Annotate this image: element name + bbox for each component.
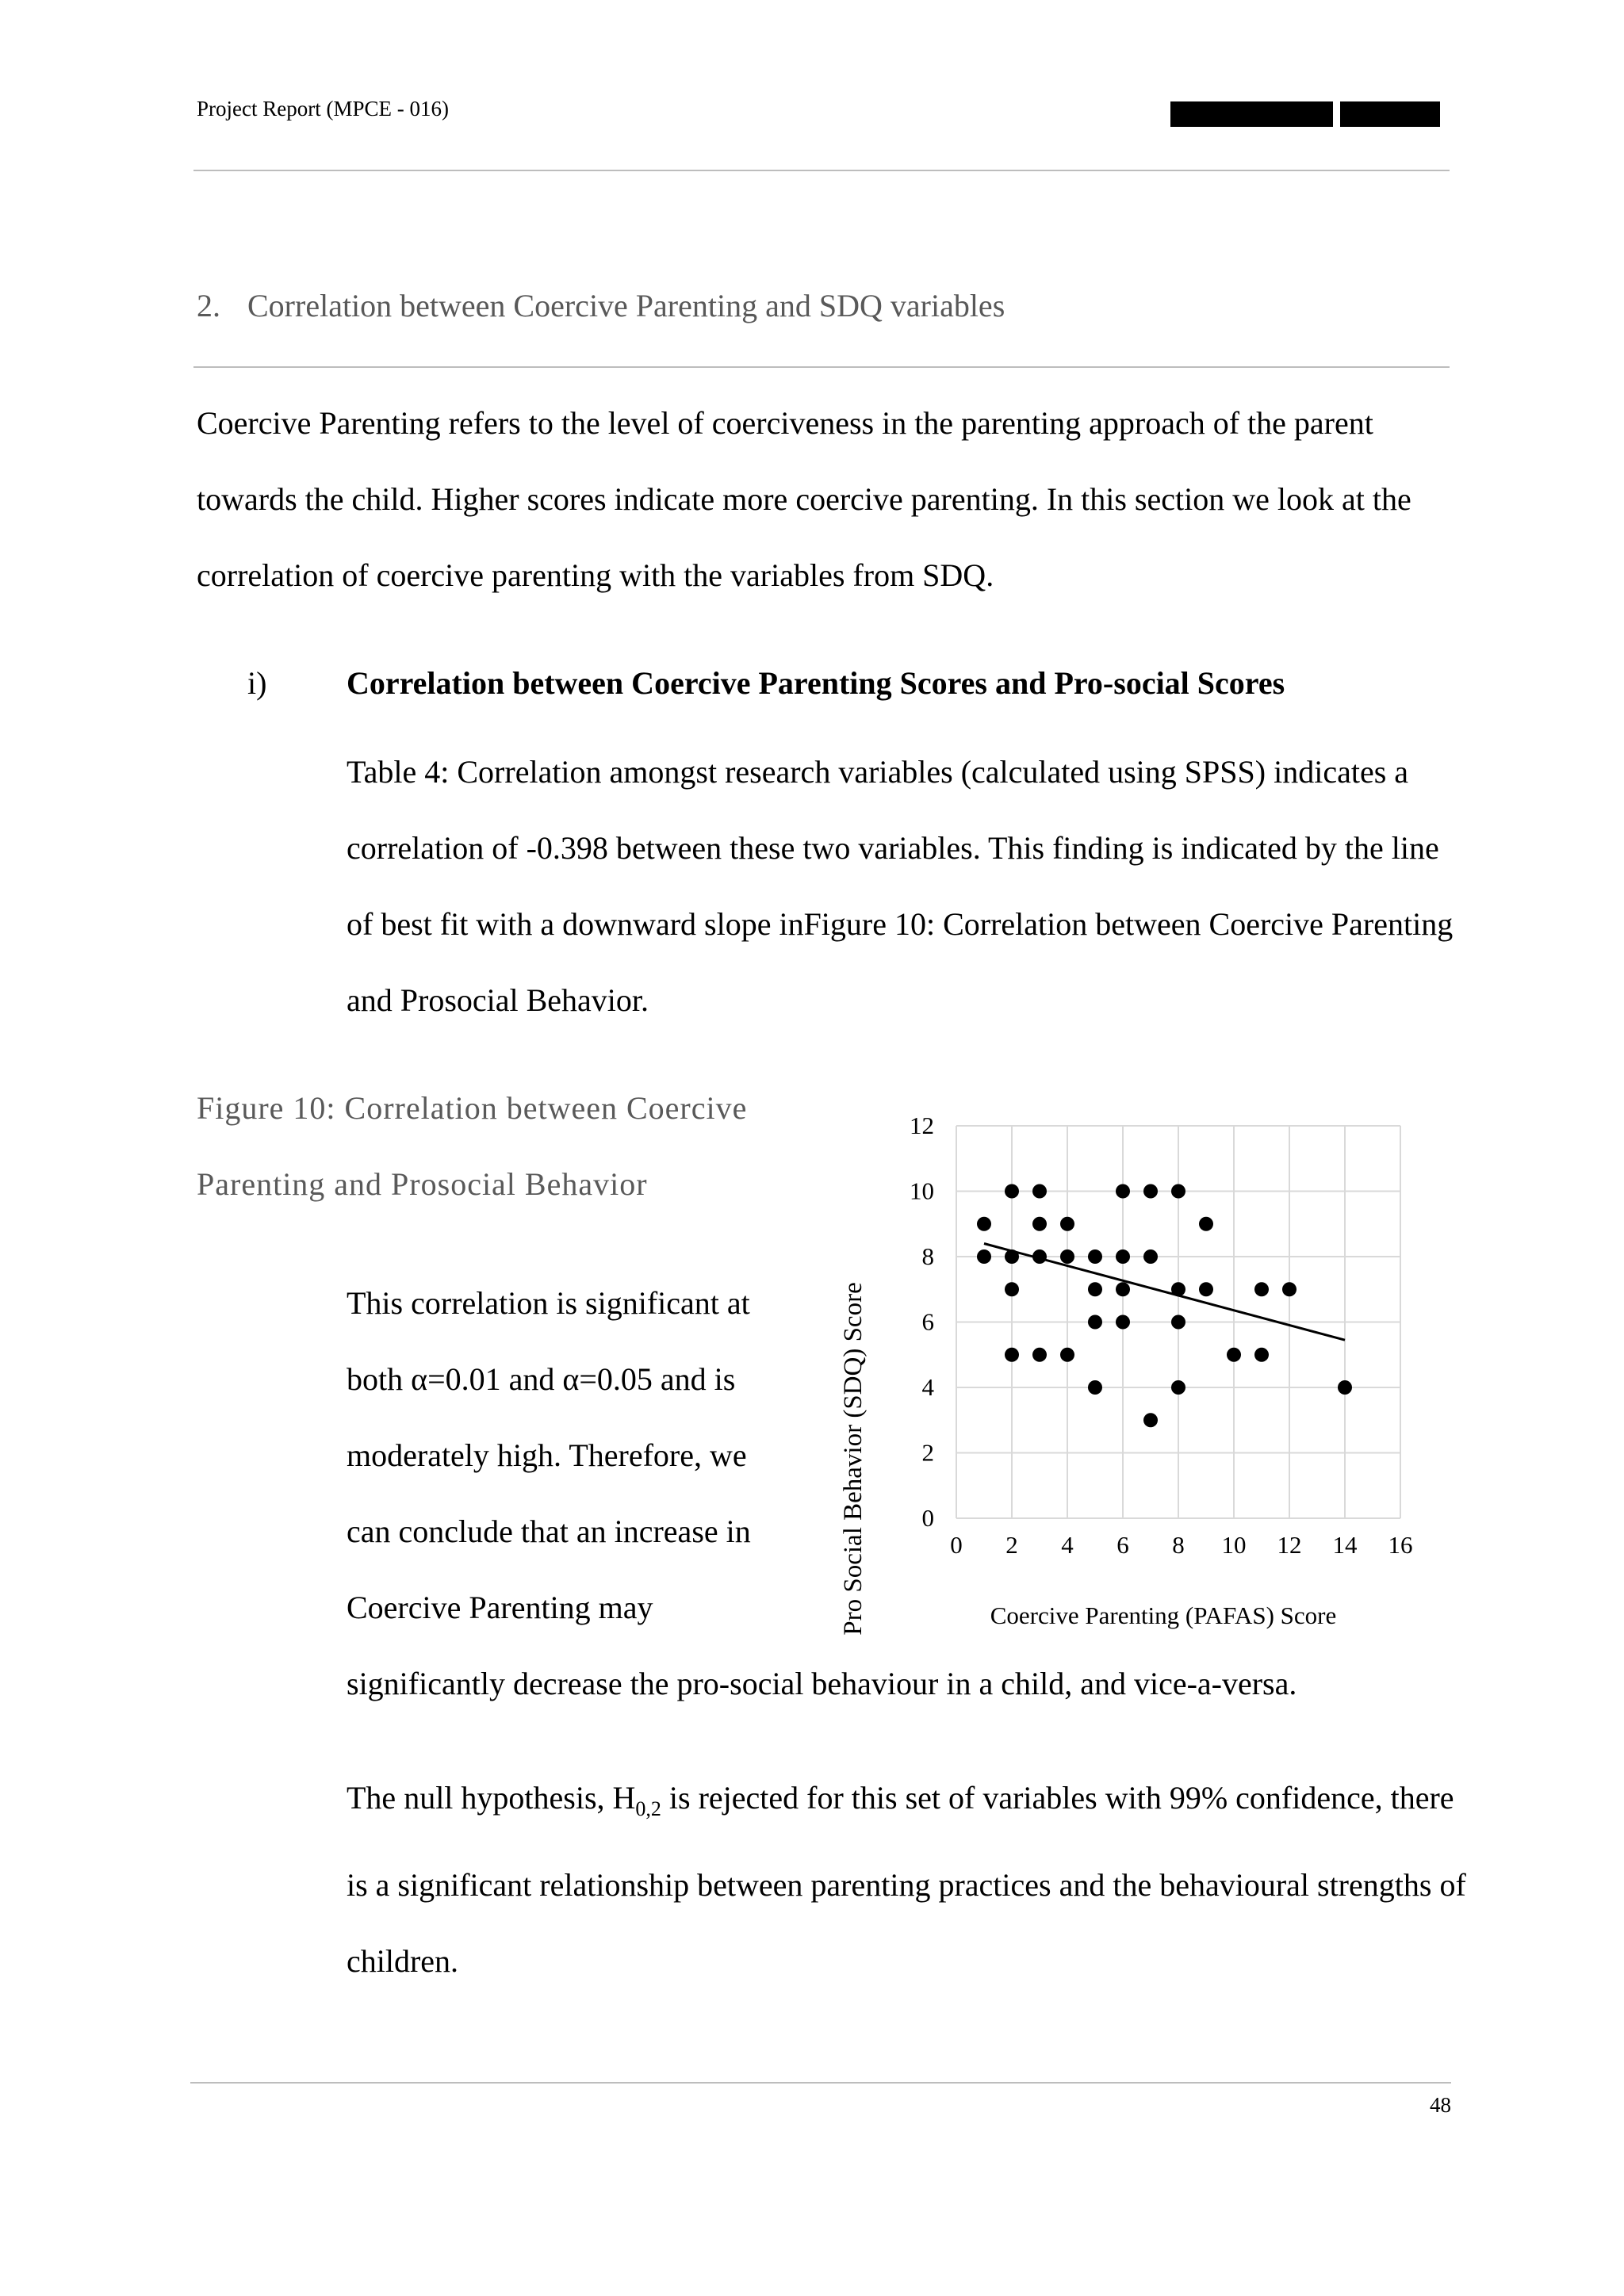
x-tick-label: 2 [1005,1531,1018,1559]
data-point [1227,1348,1241,1362]
header-divider [193,170,1450,171]
y-tick-label: 8 [921,1242,934,1270]
data-point [1088,1282,1102,1296]
data-point [1005,1184,1019,1199]
data-point [977,1217,991,1231]
data-point [977,1249,991,1264]
x-tick-label: 16 [1388,1531,1413,1559]
data-point [1060,1249,1074,1264]
data-point [1005,1282,1019,1296]
footer-divider [190,2082,1451,2084]
page-number: 48 [1430,2093,1451,2117]
section-number: 2. [197,288,220,323]
redacted-block [1170,101,1333,127]
figure-caption: Figure 10: Correlation between Coercive Parenting and Prosocial Behavior [197,1090,748,1202]
data-point [1254,1282,1269,1296]
x-axis-label: Coercive Parenting (PAFAS) Score [990,1601,1337,1629]
conclusion-text-start: The null hypothesis, H [347,1780,636,1816]
data-point [1199,1282,1213,1296]
conclusion-paragraph [347,1760,1473,1999]
x-tick-label: 8 [1172,1531,1185,1559]
wrap-paragraph: This correlation is significant at both α=0.01 and α=0.05 and is moderately high. Therefore, we can conclude that an increase in Coercive Parenting may [347,1285,751,1625]
x-tick-label: 0 [950,1531,963,1559]
data-point [1060,1348,1074,1362]
section-divider [193,366,1450,368]
data-point [1032,1217,1047,1231]
subsection-numeral: i) [247,665,267,701]
data-point [1116,1315,1130,1330]
data-point [1088,1380,1102,1395]
data-point [1199,1217,1213,1231]
scatter-chart [817,1094,1435,1649]
y-tick-label: 10 [910,1177,934,1205]
continued-paragraph: significantly decrease the pro-social behaviour in a child, and vice-a-versa. [347,1666,1297,1701]
x-tick-label: 10 [1221,1531,1247,1559]
data-point [1060,1217,1074,1231]
intro-paragraph: Coercive Parenting refers to the level of coerciveness in the parenting approach of the parent towards the child. Higher scores indicate more coercive parenting. In this section we look at the correlation of coercive parenting with the variables from SDQ. [197,405,1411,593]
data-point [1338,1380,1352,1395]
y-tick-label: 12 [910,1112,934,1139]
data-point [1032,1184,1047,1199]
data-point [1116,1249,1130,1264]
data-point [1171,1315,1185,1330]
chart-points [977,1184,1352,1428]
x-tick-label: 12 [1277,1531,1302,1559]
x-tick-label: 6 [1116,1531,1129,1559]
data-point [1032,1348,1047,1362]
data-point [1171,1380,1185,1395]
section-title: Correlation between Coercive Parenting and SDQ variables [247,288,1005,323]
data-point [1088,1315,1102,1330]
y-tick-label: 6 [921,1307,934,1336]
redacted-block [1340,101,1440,127]
data-point [1143,1249,1158,1264]
conclusion-text-end: is rejected for this set of variables with 99% confidence, there is a significant relationship between parenting practices and the behavioural strengths of children. [347,1780,1466,1979]
data-point [1254,1348,1269,1362]
x-tick-label: 14 [1332,1531,1358,1559]
data-point [1116,1282,1130,1296]
y-tick-label: 0 [921,1504,934,1532]
x-tick-label: 4 [1061,1531,1074,1559]
data-point [1282,1282,1297,1296]
data-point [1143,1184,1158,1199]
section-heading [197,287,1005,324]
data-point [1005,1348,1019,1362]
data-point [1171,1184,1185,1199]
data-point [1116,1184,1130,1199]
y-tick-label: 2 [921,1438,934,1467]
subsection-paragraph: Table 4: Correlation amongst research variables (calculated using SPSS) indicates a correlation of -0.398 between these two variables. This finding is indicated by the line of best fit with a downward slope inFigure 10: Correlation between Coercive Parenting and Prosocial Behavior. [347,754,1454,1018]
data-point [1088,1249,1102,1264]
y-tick-label: 4 [921,1373,934,1401]
subsection-title: Correlation between Coercive Parenting Scores and Pro-social Scores [347,665,1285,701]
hypothesis-subscript: 0,2 [635,1797,661,1820]
data-point [1143,1413,1158,1427]
header-title: Project Report (MPCE - 016) [197,97,449,121]
chart-ticks [910,1112,1413,1559]
y-axis-label: Pro Social Behavior (SDQ) Score [839,1282,868,1636]
